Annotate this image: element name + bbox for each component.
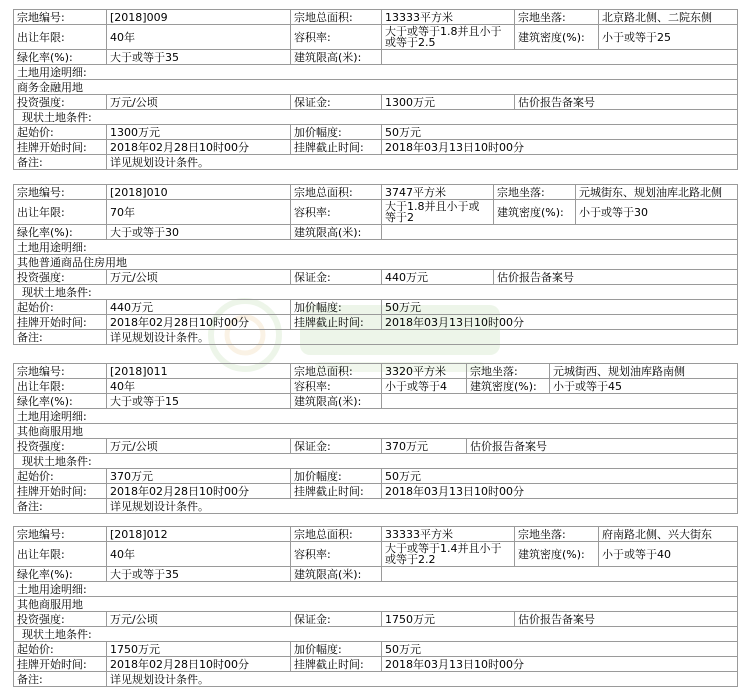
label-height: 建筑限高(米): [291, 567, 382, 582]
parcel-deposit: 1750万元 [382, 612, 515, 627]
parcel-term: 40年 [107, 542, 291, 567]
label-deposit: 保证金: [291, 439, 382, 454]
parcel-density: 小于或等于40 [599, 542, 738, 567]
parcel-green: 大于或等于35 [107, 567, 291, 582]
parcel-remark: 详见规划设计条件。 [107, 155, 738, 170]
label-status: 现状土地条件: [14, 627, 738, 642]
parcel-list-start: 2018年02月28日10时00分 [107, 140, 291, 155]
label-appraisal: 估价报告备案号 [515, 95, 738, 110]
parcel-list-end: 2018年03月13日10时00分 [382, 657, 738, 672]
label-green: 绿化率(%): [14, 567, 107, 582]
label-area: 宗地总面积: [291, 185, 382, 200]
parcel-invest: 万元/公顷 [107, 439, 291, 454]
label-start-price: 起始价: [14, 300, 107, 315]
parcel-list-end: 2018年03月13日10时00分 [382, 140, 738, 155]
label-invest: 投资强度: [14, 95, 107, 110]
label-invest: 投资强度: [14, 270, 107, 285]
parcel-increment: 50万元 [382, 642, 738, 657]
parcel-list-start: 2018年02月28日10时00分 [107, 657, 291, 672]
parcel-start-price: 1750万元 [107, 642, 291, 657]
label-use-detail: 土地用途明细: [14, 582, 738, 597]
parcel-density: 小于或等于30 [576, 200, 738, 225]
label-density: 建筑密度(%): [467, 379, 550, 394]
label-list-end: 挂牌截止时间: [291, 657, 382, 672]
label-list-end: 挂牌截止时间: [291, 484, 382, 499]
label-remark: 备注: [14, 330, 107, 345]
parcel-start-price: 370万元 [107, 469, 291, 484]
label-term: 出让年限: [14, 379, 107, 394]
parcel-area: 3320平方米 [382, 364, 467, 379]
label-increment: 加价幅度: [291, 642, 382, 657]
label-deposit: 保证金: [291, 612, 382, 627]
parcel-location: 府南路北侧、兴大街东 [599, 527, 738, 542]
parcel-green: 大于或等于30 [107, 225, 291, 240]
label-far: 容积率: [291, 379, 382, 394]
label-location: 宗地坐落: [515, 10, 599, 25]
label-deposit: 保证金: [291, 270, 382, 285]
label-location: 宗地坐落: [494, 185, 576, 200]
label-location: 宗地坐落: [467, 364, 550, 379]
label-remark: 备注: [14, 155, 107, 170]
parcel-green: 大于或等于35 [107, 50, 291, 65]
label-far: 容积率: [291, 25, 382, 50]
label-term: 出让年限: [14, 542, 107, 567]
parcel-start-price: 440万元 [107, 300, 291, 315]
parcel-use: 其他普通商品住房用地 [14, 255, 738, 270]
parcel-id: [2018]010 [107, 185, 291, 200]
label-increment: 加价幅度: [291, 300, 382, 315]
label-term: 出让年限: [14, 25, 107, 50]
parcel-invest: 万元/公顷 [107, 612, 291, 627]
label-green: 绿化率(%): [14, 50, 107, 65]
parcel-height [382, 567, 738, 582]
label-height: 建筑限高(米): [291, 50, 382, 65]
label-invest: 投资强度: [14, 439, 107, 454]
label-density: 建筑密度(%): [515, 25, 599, 50]
parcel-id: [2018]009 [107, 10, 291, 25]
parcel-id: [2018]011 [107, 364, 291, 379]
parcel-deposit: 370万元 [382, 439, 467, 454]
parcel-deposit: 1300万元 [382, 95, 515, 110]
parcel-area: 3747平方米 [382, 185, 494, 200]
parcel-start-price: 1300万元 [107, 125, 291, 140]
parcel-green: 大于或等于15 [107, 394, 291, 409]
label-start-price: 起始价: [14, 125, 107, 140]
label-far: 容积率: [291, 200, 382, 225]
label-id: 宗地编号: [14, 185, 107, 200]
label-remark: 备注: [14, 499, 107, 514]
parcel-use: 商务金融用地 [14, 80, 738, 95]
label-list-start: 挂牌开始时间: [14, 484, 107, 499]
label-appraisal: 估价报告备案号 [467, 439, 738, 454]
parcel-table-2 [13, 184, 737, 345]
parcel-increment: 50万元 [382, 125, 738, 140]
label-area: 宗地总面积: [291, 364, 382, 379]
label-term: 出让年限: [14, 200, 107, 225]
label-area: 宗地总面积: [291, 527, 382, 542]
parcel-invest: 万元/公顷 [107, 270, 291, 285]
label-density: 建筑密度(%): [494, 200, 576, 225]
label-use-detail: 土地用途明细: [14, 409, 738, 424]
parcel-term: 40年 [107, 25, 291, 50]
parcel-remark: 详见规划设计条件。 [107, 672, 738, 687]
label-use-detail: 土地用途明细: [14, 65, 738, 80]
parcel-table-1 [13, 9, 737, 170]
parcel-density: 小于或等于45 [550, 379, 738, 394]
parcel-use: 其他商服用地 [14, 424, 738, 439]
label-list-end: 挂牌截止时间: [291, 140, 382, 155]
parcel-far: 大于或等于1.8并且小于或等于2.5 [382, 25, 515, 50]
label-list-start: 挂牌开始时间: [14, 657, 107, 672]
parcel-term: 40年 [107, 379, 291, 394]
label-deposit: 保证金: [291, 95, 382, 110]
label-start-price: 起始价: [14, 642, 107, 657]
parcel-id: [2018]012 [107, 527, 291, 542]
label-id: 宗地编号: [14, 527, 107, 542]
parcel-list-start: 2018年02月28日10时00分 [107, 484, 291, 499]
label-list-start: 挂牌开始时间: [14, 315, 107, 330]
parcel-table-4 [13, 526, 737, 687]
parcel-deposit: 440万元 [382, 270, 494, 285]
parcel-height [382, 225, 738, 240]
label-height: 建筑限高(米): [291, 394, 382, 409]
parcel-list-end: 2018年03月13日10时00分 [382, 484, 738, 499]
parcel-term: 70年 [107, 200, 291, 225]
parcel-height [382, 394, 738, 409]
label-area: 宗地总面积: [291, 10, 382, 25]
parcel-remark: 详见规划设计条件。 [107, 499, 738, 514]
parcel-location: 元城街东、规划油库北路北侧 [576, 185, 738, 200]
label-appraisal: 估价报告备案号 [515, 612, 738, 627]
parcel-location: 元城街西、规划油库路南侧 [550, 364, 738, 379]
parcel-far: 大于1.8并且小于或等于2 [382, 200, 494, 225]
label-list-end: 挂牌截止时间: [291, 315, 382, 330]
parcel-area: 33333平方米 [382, 527, 515, 542]
label-green: 绿化率(%): [14, 225, 107, 240]
label-invest: 投资强度: [14, 612, 107, 627]
label-green: 绿化率(%): [14, 394, 107, 409]
label-far: 容积率: [291, 542, 382, 567]
parcel-far: 大于或等于1.4并且小于或等于2.2 [382, 542, 515, 567]
label-height: 建筑限高(米): [291, 225, 382, 240]
label-use-detail: 土地用途明细: [14, 240, 738, 255]
parcel-density: 小于或等于25 [599, 25, 738, 50]
label-location: 宗地坐落: [515, 527, 599, 542]
label-increment: 加价幅度: [291, 469, 382, 484]
label-list-start: 挂牌开始时间: [14, 140, 107, 155]
label-id: 宗地编号: [14, 364, 107, 379]
label-remark: 备注: [14, 672, 107, 687]
parcel-increment: 50万元 [382, 469, 738, 484]
label-start-price: 起始价: [14, 469, 107, 484]
label-increment: 加价幅度: [291, 125, 382, 140]
parcel-remark: 详见规划设计条件。 [107, 330, 738, 345]
parcel-list-start: 2018年02月28日10时00分 [107, 315, 291, 330]
parcel-far: 小于或等于4 [382, 379, 467, 394]
label-id: 宗地编号: [14, 10, 107, 25]
parcel-use: 其他商服用地 [14, 597, 738, 612]
label-density: 建筑密度(%): [515, 542, 599, 567]
parcel-table-3 [13, 363, 737, 514]
label-status: 现状土地条件: [14, 110, 738, 125]
label-status: 现状土地条件: [14, 285, 738, 300]
label-status: 现状土地条件: [14, 454, 738, 469]
parcel-increment: 50万元 [382, 300, 738, 315]
label-appraisal: 估价报告备案号 [494, 270, 738, 285]
parcel-height [382, 50, 738, 65]
parcel-invest: 万元/公顷 [107, 95, 291, 110]
parcel-location: 北京路北侧、二院东侧 [599, 10, 738, 25]
parcel-area: 13333平方米 [382, 10, 515, 25]
parcel-list-end: 2018年03月13日10时00分 [382, 315, 738, 330]
